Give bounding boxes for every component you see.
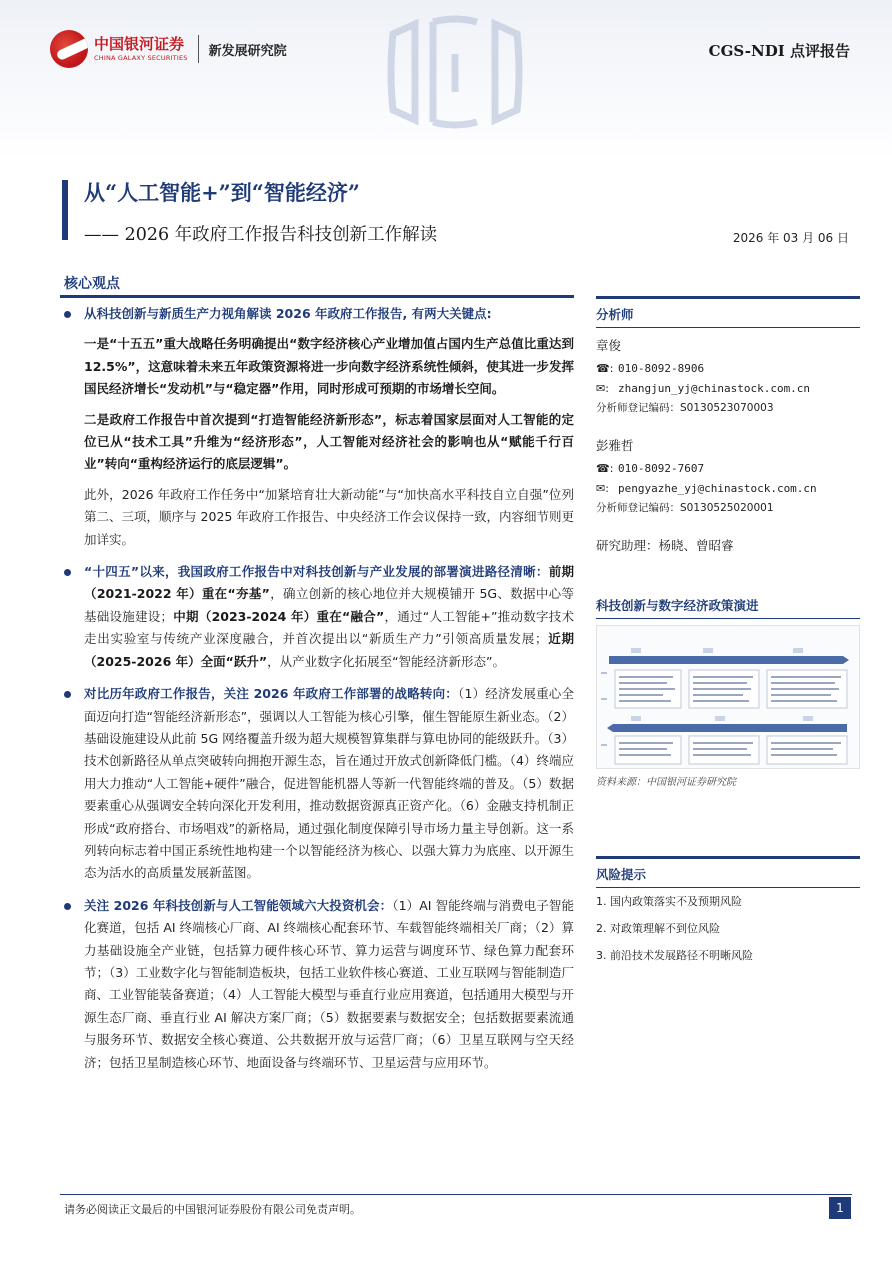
- company-logo: [50, 30, 287, 68]
- bullet-lead: 从科技创新与新质生产力视角解读 2026 年政府工作报告, 有两大关键点:: [84, 306, 492, 321]
- analyst-heading: 分析师: [596, 307, 634, 322]
- analyst-email[interactable]: ✉: zhangjun_yj@chinastock.com.cn: [596, 379, 860, 399]
- phase-mid: 中期（2023-2024 年）重在“融合”: [173, 608, 385, 624]
- paragraph: 此外，2026 年政府工作任务中“加紧培育壮大新动能”与“加快高水平科技自立自强”位列第二、三项，顺序与 2025 年政府工作报告、中央经济工作会议保持一致，内容细节则更加详实。: [84, 486, 574, 547]
- risk-item: 1. 国内政策落实不及预期风险: [596, 895, 742, 908]
- logo-english-name: CHINA GALAXY SECURITIES: [94, 53, 188, 62]
- analyst-phone: ☎: 010-8092-7607: [596, 459, 860, 479]
- analyst-card: [596, 336, 860, 418]
- phase-recent: 近期（2025-2026 年）全面“跃升”: [84, 631, 574, 669]
- analyst-name: 彭雅哲: [596, 438, 634, 453]
- main-column: [64, 303, 574, 1084]
- paragraph: 一是“十五五”重大战略任务明确提出“数字经济核心产业增加值占国内生产总值比重达到 12.5%”，这意味着未来五年政策资源将进一步向数字经济系统性倾斜，使其进一步发挥国民经济增长“发动机”与“稳定器”作用，同时形成可预期的市场增长空间。: [84, 336, 574, 397]
- bullet-key-points: [64, 303, 574, 551]
- phase-mid-text: ，通过“人工智能+”推动数字技术走出实验室与传统产业深度融合，并首次提出以“新质生产力”引领高质量发展；: [84, 608, 574, 647]
- institute-name: 新发展研究院: [208, 43, 287, 59]
- bullet-investment-opportunities: [64, 895, 574, 1074]
- policy-evolution-diagram: [596, 625, 860, 769]
- phone-icon: ☎:: [596, 362, 614, 375]
- risk-heading: 风险提示: [596, 867, 647, 882]
- galaxy-logo-icon: [50, 30, 88, 68]
- timeline-arrow-top: [609, 656, 849, 664]
- phase-recent-text: ，从产业数字化拓展至“智能经济新形态”。: [267, 653, 506, 669]
- research-assistant: 研究助理：杨晓、曾昭睿: [596, 538, 734, 553]
- envelope-icon: ✉:: [596, 382, 609, 395]
- logo-divider: [198, 35, 199, 63]
- report-type: CGS-NDI 点评报告: [708, 42, 850, 60]
- chart-source: 资料来源：中国银河证券研究院: [596, 777, 736, 788]
- report-date: 2026 年 03 月 06 日: [732, 231, 849, 245]
- risk-item: 3. 前沿技术发展路径不明晰风险: [596, 949, 753, 962]
- footer-rule: [60, 1194, 852, 1195]
- risk-heading-rule: [596, 856, 860, 859]
- paragraph: 二是政府工作报告中首次提到“打造智能经济新形态”，标志着国家层面对人工智能的定位已从“技术工具”升维为“经济形态”，人工智能对经济社会的影响也从“赋能千行百业”转向“重构经济运行的底层逻辑”。: [84, 411, 574, 472]
- bullet-dot-icon: [64, 903, 71, 910]
- bullet-evolution-path: [64, 561, 574, 673]
- policy-chart-panel: [596, 596, 860, 788]
- phone-icon: ☎:: [596, 462, 614, 475]
- analyst-registration: 分析师登记编码：S0130525020001: [596, 502, 774, 514]
- policy-chart-heading: 科技创新与数字经济政策演进: [596, 598, 759, 613]
- bullet-lead: “十四五”以来，我国政府工作报告中对科技创新与产业发展的部署演进路径清晰：: [84, 564, 549, 580]
- analyst-name: 章俊: [596, 338, 622, 353]
- bullet-lead: 关注 2026 年科技创新与人工智能领域六大投资机会：: [84, 897, 393, 913]
- analyst-heading-rule: [596, 296, 860, 299]
- core-heading-rule: [60, 295, 574, 298]
- bullet-dot-icon: [64, 569, 71, 576]
- logo-chinese-name: 中国银河证券: [94, 34, 185, 53]
- title-accent-bar: [62, 180, 68, 240]
- analyst-registration: 分析师登记编码：S0130523070003: [596, 402, 774, 414]
- analyst-phone: ☎: 010-8092-8906: [596, 359, 860, 379]
- bullet-body: （1）AI 智能终端与消费电子智能化赛道，包括 AI 终端核心厂商、AI 终端核心配套环节、车载智能终端相关厂商；（2）算力基础设施全产业链，包括算力硬件核心环节、算力运营与调度环节、绿色算力配套环节；（3）工业数字化与智能制造板块，包括工业软件核心赛道、工业互联网与智能制造厂商、工业智能装备赛道；（4）人工智能大模型与垂直行业应用赛道，包括通用大模型与开源生态厂商、垂直行业 AI 解决方案厂商；（5）数据要素与数据安全；包括数据要素流通与服务环节、数据安全核心赛道、公共数据开放与运营厂商；（6）卫星互联网与空天经济；包括卫星制造核心环节、地面设备与终端环节、卫星运营与应用环节。: [84, 897, 574, 1070]
- cgs-watermark-logo: [385, 14, 525, 130]
- bullet-lead: 对比历年政府工作报告，关注 2026 年政府工作部署的战略转向：: [84, 686, 459, 702]
- policy-chart-heading-underline: [596, 618, 860, 619]
- analyst-email[interactable]: ✉: pengyazhe_yj@chinastock.com.cn: [596, 479, 860, 499]
- bullet-dot-icon: [64, 311, 71, 318]
- disclaimer-note: 请务必阅读正文最后的中国银河证券股份有限公司免责声明。: [64, 1203, 361, 1216]
- envelope-icon: ✉:: [596, 482, 609, 495]
- page-number: 1: [829, 1197, 851, 1219]
- bullet-body: （1）经济发展重心全面迈向打造“智能经济新形态”，强调以人工智能为核心引擎，催生智能原生新业态。（2）基础设施建设从此前 5G 网络覆盖升级为超大规模智算集群与算电协同的能级跃升。（3）技术创新路径从单点突破转向拥抱开源生态，旨在通过开放式创新降低门槛。（4）终端应用大力推动“人工智能+硬件”融合，促进智能机器人等新一代智能终端的普及。（5）数据要素重心从强调安全转向深化开发利用，推动数据资源真正资产化。（6）金融支持机制正形成“政府搭台、市场唱戏”的新格局，通过强化制度保障引导市场力量主导创新。这一系列转向标志着中国正系统性地构建一个以智能经济为核心、以强大算力为底座、以开源生态为活水的高质量发展新蓝图。: [84, 686, 574, 881]
- bullet-strategic-shift: [64, 683, 574, 885]
- risk-item: 2. 对政策理解不到位风险: [596, 922, 720, 935]
- policy-evolution-figure: [597, 626, 859, 768]
- analyst-card: [596, 436, 860, 518]
- bullet-dot-icon: [64, 691, 71, 698]
- timeline-arrow-bottom: [607, 724, 847, 732]
- risk-panel: [596, 856, 860, 969]
- report-title: 从“人工智能+”到“智能经济”: [84, 180, 360, 205]
- analyst-heading-underline: [596, 327, 860, 328]
- phase-early-text: ，确立创新的核心地位并大规模铺开 5G、数据中心等基础设施建设；: [84, 586, 574, 624]
- core-views-heading: 核心观点: [64, 276, 120, 292]
- report-subtitle: —— 2026 年政府工作报告科技创新工作解读: [84, 225, 438, 245]
- phase-early: 前期（2021-2022 年）重在“夯基”: [84, 564, 574, 602]
- analyst-panel: [596, 296, 860, 554]
